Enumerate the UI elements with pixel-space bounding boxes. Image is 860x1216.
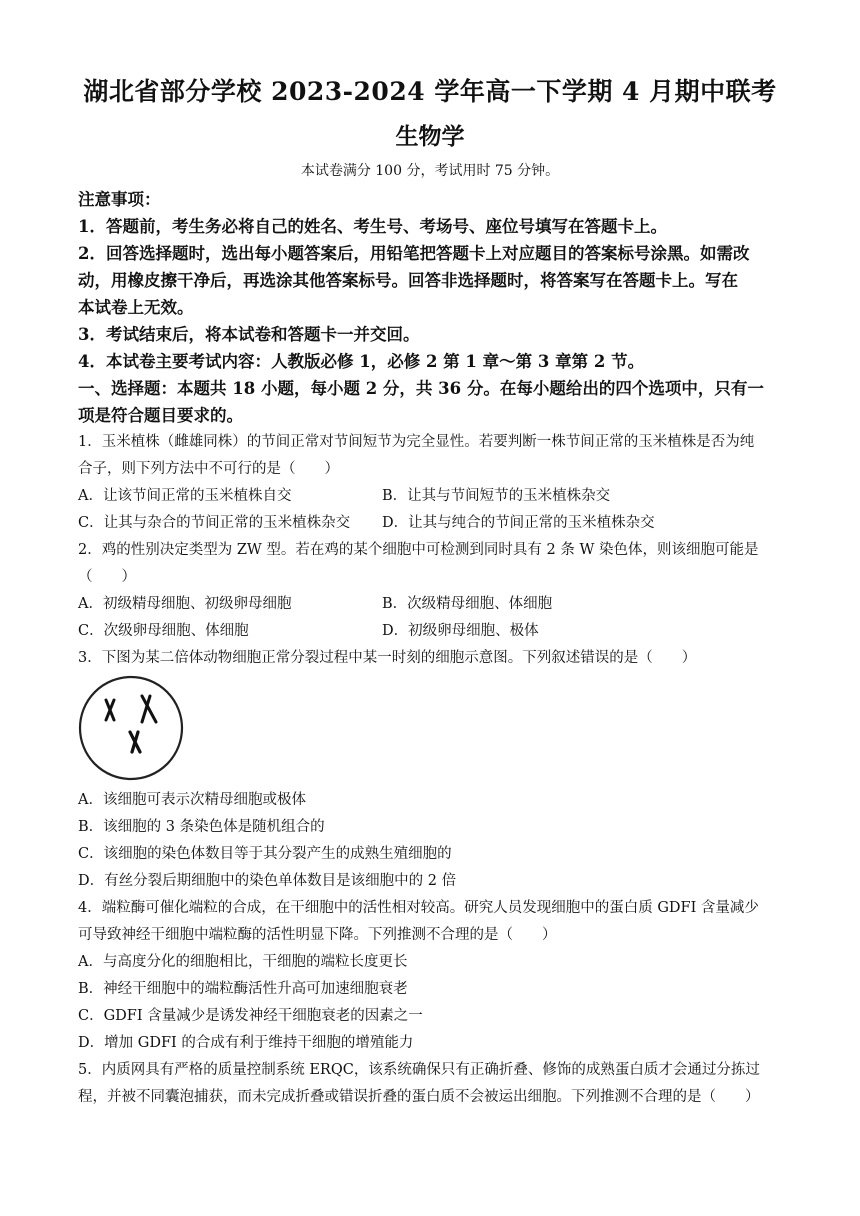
question-3-option-b: B．该细胞的 3 条染色体是随机组合的 bbox=[78, 819, 325, 835]
question-2-option-a: A．初级精母细胞、初级卵母细胞 bbox=[78, 596, 292, 612]
notes-heading: 注意事项： bbox=[78, 190, 161, 209]
question-1-option-a: A．让该节间正常的玉米植株自交 bbox=[78, 488, 292, 504]
question-5-stem: 程，并被不同囊泡捕获，而未完成折叠或错误折叠的蛋白质不会被运出细胞。下列推测不合理的是（ ） bbox=[78, 1089, 760, 1105]
note-line: 2．回答选择题时，选出每小题答案后，用铅笔把答题卡上对应题目的答案标号涂黑。如需改 bbox=[78, 244, 750, 263]
question-1-option-b: B．让其与节间短节的玉米植株杂交 bbox=[382, 488, 611, 504]
subject-title: 生物学 bbox=[395, 123, 465, 150]
question-2-option-c: C．次级卵母细胞、体细胞 bbox=[78, 623, 249, 639]
question-1-stem: 合子，则下列方法中不可行的是（ ） bbox=[78, 461, 339, 477]
note-line: 3．考试结束后，将本试卷和答题卡一并交回。 bbox=[78, 325, 420, 344]
question-3-option-c: C．该细胞的染色体数目等于其分裂产生的成熟生殖细胞的 bbox=[78, 846, 452, 862]
exam-intro: 本试卷满分 100 分，考试用时 75 分钟。 bbox=[300, 163, 560, 179]
question-4-stem: 可导致神经干细胞中端粒酶的活性明显下降。下列推测不合理的是（ ） bbox=[78, 927, 557, 943]
question-3-option-a: A．该细胞可表示次精母细胞或极体 bbox=[78, 792, 306, 808]
question-4-option-b: B．神经干细胞中的端粒酶活性升高可加速细胞衰老 bbox=[78, 981, 408, 997]
exam-title: 湖北省部分学校 2023-2024 学年高一下学期 4 月期中联考 bbox=[83, 77, 777, 106]
question-4-stem: 4．端粒酶可催化端粒的合成，在干细胞中的活性相对较高。研究人员发现细胞中的蛋白质 GDFI 含量减少 bbox=[78, 900, 759, 916]
question-2-option-b: B．次级精母细胞、体细胞 bbox=[382, 596, 553, 612]
section-heading: 一、选择题：本题共 18 小题，每小题 2 分，共 36 分。在每小题给出的四个选项中，只有一 bbox=[78, 379, 764, 398]
question-4-option-d: D．增加 GDFI 的合成有利于维持干细胞的增殖能力 bbox=[78, 1035, 414, 1051]
question-2-option-d: D．初级卵母细胞、极体 bbox=[382, 623, 539, 639]
chromosome-right bbox=[142, 696, 156, 722]
chromosome-left bbox=[106, 700, 114, 720]
note-line: 4．本试卷主要考试内容：人教版必修 1，必修 2 第 1 章～第 3 章第 2 节。 bbox=[78, 352, 645, 371]
question-4-option-c: C．GDFI 含量减少是诱发神经干细胞衰老的因素之一 bbox=[78, 1008, 423, 1024]
section-heading: 项是符合题目要求的。 bbox=[78, 406, 243, 425]
question-4-option-a: A．与高度分化的细胞相比，干细胞的端粒长度更长 bbox=[78, 954, 408, 970]
question-1-stem: 1．玉米植株（雌雄同株）的节间正常对节间短节为完全显性。若要判断一株节间正常的玉米植株是否为纯 bbox=[78, 434, 755, 450]
question-5-stem: 5．内质网具有严格的质量控制系统 ERQC，该系统确保只有正确折叠、修饰的成熟蛋白质才会通过分拣过 bbox=[78, 1062, 760, 1078]
question-1-option-c: C．让其与杂合的节间正常的玉米植株杂交 bbox=[78, 515, 351, 531]
question-2-stem: 2．鸡的性别决定类型为 ZW 型。若在鸡的某个细胞中可检测到同时具有 2 条 W 染色体，则该细胞可能是 bbox=[78, 542, 759, 558]
cell-division-figure bbox=[76, 672, 186, 782]
note-line: 1．答题前，考生务必将自己的姓名、考生号、考场号、座位号填写在答题卡上。 bbox=[78, 217, 667, 236]
note-line: 本试卷上无效。 bbox=[78, 298, 194, 317]
question-3-stem: 3．下图为某二倍体动物细胞正常分裂过程中某一时刻的细胞示意图。下列叙述错误的是（ ） bbox=[78, 650, 697, 666]
cell-membrane bbox=[80, 677, 182, 779]
chromosome-bottom bbox=[130, 732, 140, 752]
question-2-stem: （ ） bbox=[78, 569, 136, 585]
note-line: 动，用橡皮擦干净后，再选涂其他答案标号。回答非选择题时，将答案写在答题卡上。写在 bbox=[78, 271, 738, 290]
question-3-option-d: D．有丝分裂后期细胞中的染色单体数目是该细胞中的 2 倍 bbox=[78, 873, 457, 889]
question-1-option-d: D．让其与纯合的节间正常的玉米植株杂交 bbox=[382, 515, 655, 531]
